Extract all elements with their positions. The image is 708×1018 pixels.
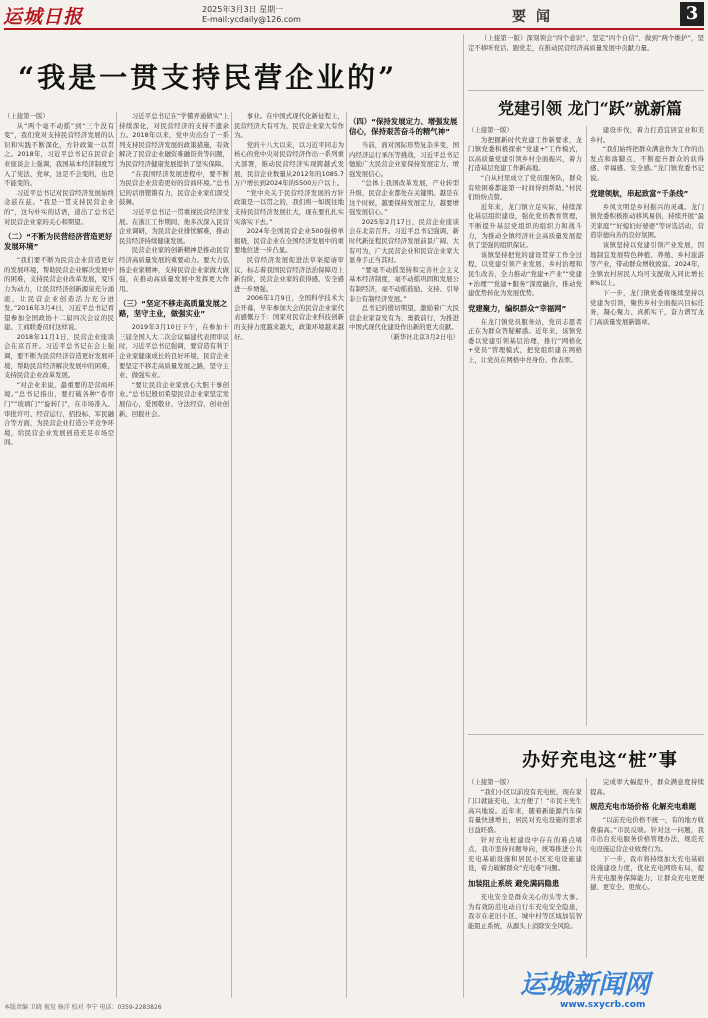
- paragraph: 近年来，龙门镇立足实际，持续深化基层组织建设，强化党员教育管理，不断提升基层党组织的组织力和战斗力，为推动全镇经济社会高质量发展提供了坚强的组织保证。: [468, 202, 582, 250]
- column-divider: [346, 112, 347, 998]
- issue-date: 2025年3月3日 星期一: [202, 5, 284, 14]
- paragraph: 2006年1月9日，全国科学技术大会开幕，早年参加大会的民营企业家代表感慨万千：国家对民营企业科技创新的支持力度越来越大，政策环境越来越好。: [234, 294, 344, 341]
- page-number: 3: [680, 2, 704, 26]
- story2-headline: 党建引领 龙门“跃”就新篇: [498, 99, 682, 118]
- paragraph: 为把握新时代党建工作新要求，龙门镇党委积极探索“党建+”工作模式，以高质量党建引领乡村全面振兴，着力打造基层党建工作新高地。: [468, 135, 582, 173]
- paragraph: “以前充电价格不统一，有的地方收费偏高。”市民反映。针对这一问题，我市出台充电服务价格管理办法，规范充电设施运营企业收费行为。: [590, 816, 704, 853]
- dateline: [202, 5, 301, 25]
- paragraph: 民营经济发展促进法草案提请审议，标志着我国民营经济法治保障迈上新台阶，民营企业家的获得感、安全感进一步增强。: [234, 255, 344, 293]
- paragraph: 建设步伐，着力打造宜居宜业和美乡村。: [590, 126, 704, 144]
- paragraph: 党的十八大以来，以习近平同志为核心的党中央对民营经济作出一系列重大部署，推动民营经济实现跨越式发展，民营企业数量从2012年的1085.7万户增长到2024年的5500万户以上。: [234, 140, 344, 188]
- paragraph: 从“两个毫不动摇”到“三个没有变”，我们党对支持民营经济发展的认识和实践不断深化，方针政策一以贯之。2018年，习近平总书记在民营企业座谈会上强调，我国基本经济制度写入了宪法、党章，这是不会变的，也是不能变的。: [4, 121, 114, 188]
- lead-headline: “我是一贯支持民营企业的”: [18, 61, 398, 94]
- site-watermark: [520, 964, 704, 1014]
- paragraph: 下一步，龙门镇党委将继续坚持以党建为引领，聚焦乡村全面振兴目标任务，凝心聚力、真抓实干，奋力谱写龙门高质量发展新篇章。: [590, 288, 704, 326]
- lead-column-2: [119, 112, 229, 998]
- page-footer: 本版责编 卫晓 视觉 杨洋 校对 李宁 电话：0359-2283826: [4, 1004, 162, 1011]
- paragraph: 事业。在中国式现代化新征程上，民营经济大有可为，民营企业家大有作为。: [234, 112, 344, 140]
- column-divider: [116, 112, 117, 998]
- story-divider: [463, 34, 464, 998]
- paragraph: （上接第一版）深刻领会“四个意识”、坚定“四个自信”、做到“两个维护”，坚定不移听党话、跟党走，在推动民营经济高质量发展中贡献力量。: [468, 34, 704, 52]
- paragraph: “党中央关于民营经济发展的方针政策是一以贯之的，我们将一如既往地支持民营经济发展壮大，现在要扎扎实实落实下去。”: [234, 188, 344, 226]
- paragraph: 该镇坚持以党建引领产业发展，因地制宜发展特色种植、养殖、乡村旅游等产业，带动群众增收致富。2024年，全镇农村居民人均可支配收入同比增长8%以上。: [590, 240, 704, 288]
- masthead-rule: [4, 28, 704, 30]
- paragraph: “要让民营企业家放心大胆干事创业。”总书记殷切希望民营企业家坚定发展信心，爱国敬业、守法经营、创业创新、回报社会。: [119, 380, 229, 418]
- paragraph: 当前，面对国际形势复杂多变，国内经济运行承压等挑战，习近平总书记勉励广大民营企业家保持发展定力、增强发展信心。: [349, 141, 459, 178]
- lead-byline: （上接第一版）: [4, 112, 49, 120]
- section-name: 要闻: [512, 9, 560, 25]
- column-divider: [586, 126, 587, 726]
- paragraph: 民营企业家的创新精神是推动民营经济高质量发展的重要动力。要大力弘扬企业家精神，支持民营企业家做大做强，在推动高质量发展中发挥更大作用。: [119, 246, 229, 293]
- paragraph: “总体上我国改革发展，产业转型升级、民营企业都处在关键期。越是在这个时候，越要保持发展定力，越要增强发展信心。”: [349, 179, 459, 217]
- story2-column-1: [468, 126, 582, 726]
- paragraph: 该镇坚持把党的建设贯穿工作全过程，以党建引领产业发展、乡村治理和民生改善，全力推动“党建+产业”“党建+治理”“党建+服务”深度融合，推动党建优势转化为发展优势。: [468, 250, 582, 298]
- newspaper-logo: 运城日报: [3, 6, 84, 26]
- paragraph: 2025年2月17日，民营企业座谈会在北京召开。习近平总书记强调，新时代新征程民营经济发展前景广阔、大有可为，广大民营企业和民营企业家大显身手正当其时。: [349, 217, 459, 265]
- paragraph: “要毫不动摇坚持和完善社会主义基本经济制度，毫不动摇巩固和发展公有制经济，毫不动摇鼓励、支持、引导非公有制经济发展。”: [349, 265, 459, 303]
- paragraph: 习近平总书记在“学懂弄通做实”上持续深化，对民营经济的支持不遗余力。2018年以来，党中央出台了一系列支持民营经济发展的政策措施，有效解决了民营企业融资难融资贵等问题，为民营经济健康发展提供了坚实保障。: [119, 112, 229, 168]
- paragraph: 针对充电桩建设中存在的难点堵点，我市坚持问题导向，统筹推进公共充电基础设施和居民小区充电设施建设，着力破解群众“充电难”问题。: [468, 835, 582, 873]
- contact-email: E-mail:ycdaily@126.com: [202, 15, 301, 24]
- column-divider: [231, 112, 232, 998]
- watermark-url: www.sxycrb.com: [560, 1000, 646, 1010]
- story3-column-2: [590, 778, 704, 958]
- paragraph: 习近平总书记一贯重视民营经济发展。在浙江工作期间，他多次深入民营企业调研，为民营企业排忧解难，推动民营经济持续健康发展。: [119, 207, 229, 245]
- story3-headline: 办好充电这“桩”事: [522, 750, 678, 771]
- paragraph: “对企业来说，最重要的是营商环境。”总书记指出，要打破各种“卷帘门”“玻璃门”“旋转门”，在市场准入、审批许可、经营运行、招投标、军民融合等方面，为民营企业打造公平竞争环境，给民营企业发展创造充足市场空间。: [4, 380, 114, 447]
- story2-intro: [468, 34, 704, 90]
- lead-column-1: [4, 112, 114, 998]
- story3-byline: （上接第一版）: [468, 778, 513, 786]
- story2-column-2: [590, 126, 704, 726]
- paragraph: 充电安全是群众关心的头等大事。为有效防范电动自行车充电安全隐患，我市在老旧小区、城中村等区域加装智能阻止系统，从源头上消除安全风险。: [468, 892, 582, 930]
- column-divider: [586, 778, 587, 958]
- paragraph: 总书记的殷切期望，激励着广大民营企业家奋发有为、勇毅前行，为推进中国式现代化建设作出新的更大贡献。: [349, 304, 459, 332]
- paragraph: “自从村里成立了党员服务队，群众有啥困难都能第一时间得到帮助。”村民们纷纷点赞。: [468, 173, 582, 202]
- paragraph: 下一步，我市将持续加大充电基础设施建设力度，优化充电网络布局，提升充电服务保障能力，让群众充电更便捷、更安全、更放心。: [590, 854, 704, 892]
- paragraph: 2024年全国民营企业500强榜单揭晓，民营企业在全国经济发展中的重要地位进一步凸显。: [234, 227, 344, 255]
- paragraph: 2019年3月10日下午，在参加十三届全国人大二次会议福建代表团审议时，习近平总书记强调，要营造有利于企业家健康成长的良好环境，民营企业要坚定不移走高质量发展之路，坚守主业、做强实业。: [119, 323, 229, 380]
- story-divider: [468, 734, 704, 735]
- paragraph: 完成率大幅提升，群众满意度持续提高。: [590, 778, 704, 796]
- paragraph: “我们始终把群众满意作为工作的出发点和落脚点，不断提升群众的获得感、幸福感、安全感。”龙门镇党委书记说。: [590, 145, 704, 182]
- section-subhead: （四）“保持发展定力、增强发展信心，保持艰苦奋斗的精气神”: [349, 117, 458, 136]
- paragraph: 习近平总书记对民营经济发展始终念兹在兹。“我是一贯支持民营企业的”，这句朴实的话语，道出了总书记对民营企业家的关心和期望。: [4, 188, 114, 226]
- masthead: [0, 0, 708, 34]
- paragraph: 2018年11月1日，民营企业座谈会在京召开。习近平总书记在会上强调，要不断为民营经济营造更好发展环境，帮助民营经济解决发展中的困难，支持民营企业改革发展。: [4, 332, 114, 380]
- story-divider: [468, 90, 704, 91]
- lead-column-3: [234, 112, 344, 998]
- section-subhead: 党建领航，串起致富“千条线”: [590, 188, 689, 198]
- section-subhead: （三）“坚定不移走高质量发展之路，坚守主业，做强实业”: [119, 299, 228, 319]
- story2-byline: （上接第一版）: [468, 126, 513, 134]
- watermark-logo: 运城新闻网: [520, 970, 651, 1000]
- paragraph: “在我国经济发展进程中，要不断为民营企业营造更好的营商环境。”总书记的话语铿锵有力，民营企业家们深受鼓舞。: [119, 169, 229, 207]
- paragraph: “我们要不断为民营企业营造更好的发展环境，帮助民营企业解决发展中的困难，支持民营企业改革发展，变压力为动力，让民营经济创新源泉充分涌流，让民营企业创造活力充分迸发。”2016年3月4日，习近平总书记看望参加全国政协十二届四次会议的民建、工商联委员时这样说。: [4, 256, 114, 332]
- article-end-credit: （新华社北京3月2日电）: [386, 332, 459, 341]
- paragraph: 在龙门镇党员服务站，党员志愿者正在为群众答疑解惑。近年来，该镇党委以党建引领基层治理，推行“网格化+党员”管理模式，把党组织建在网格上，让党员在网格中亮身份、作表率。: [468, 317, 582, 365]
- section-subhead: 加装阻止系统 避免满码隐患: [468, 878, 560, 888]
- lead-column-4: [349, 112, 459, 998]
- section-subhead: （二）“不断为民营经济营造更好发展环境”: [4, 232, 113, 252]
- section-subhead: 党建聚力，编织群众“幸福网”: [468, 303, 567, 313]
- section-subhead: 规范充电市场价格 化解充电难题: [590, 802, 697, 812]
- paragraph: “我们小区以前没有充电桩，现在家门口就能充电，太方便了！”市民王先生高兴地说。近年来，随着新能源汽车保有量快速增长，居民对充电设施的需求日益旺盛。: [468, 787, 582, 834]
- paragraph: 乡风文明是乡村振兴的灵魂。龙门镇党委积极推动移风易俗，持续开展“最美家庭”“好媳妇好婆婆”等评选活动，营造崇德向善的良好氛围。: [590, 202, 704, 240]
